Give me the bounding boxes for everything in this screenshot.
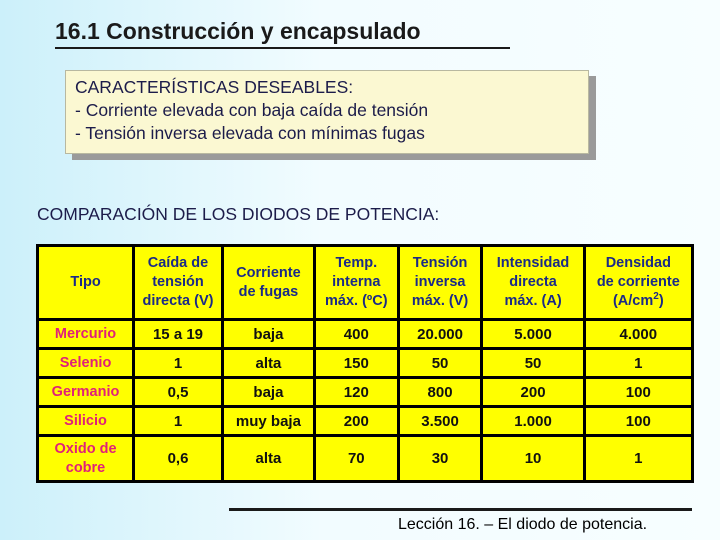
header-line: directa (V): [142, 293, 214, 309]
desirable-heading: CARACTERÍSTICAS DESEABLES:: [75, 77, 354, 97]
cell-current-density: 1: [586, 350, 691, 376]
cell-type: [39, 321, 132, 347]
cell-voltage-drop: 0,5: [135, 379, 221, 405]
footer-lesson-label: Lección 16. – El diodo de potencia.: [398, 516, 648, 533]
desirable-item: - Tensión inversa elevada con mínimas fugas: [75, 123, 425, 143]
cell-max-temperature: 120: [316, 379, 397, 405]
comparison-heading: COMPARACIÓN DE LOS DIODOS DE POTENCIA:: [37, 204, 440, 224]
cell-type: [39, 379, 132, 405]
table-row: [39, 321, 691, 347]
cell-current-density: 100: [586, 379, 691, 405]
cell-max-temperature: 400: [316, 321, 397, 347]
header-line: de corriente: [596, 274, 680, 290]
cell-type: [39, 408, 132, 434]
header-line: inversa: [414, 274, 466, 290]
table-row: [39, 437, 691, 480]
diode-comparison-table: [36, 244, 694, 483]
table-row: [39, 350, 691, 376]
cell-max-forward-current: 10: [483, 437, 582, 480]
cell-max-temperature: 200: [316, 408, 397, 434]
header-line: Corriente: [236, 264, 301, 281]
cell-voltage-drop: 1: [135, 350, 221, 376]
cell-current-density: 1: [586, 437, 691, 480]
type-label: Selenio: [59, 354, 112, 371]
cell-voltage-drop: 1: [135, 408, 221, 434]
cell-current-density: 100: [586, 408, 691, 434]
cell-voltage-drop: 15 a 19: [135, 321, 221, 347]
header-current-density: [586, 247, 691, 318]
header-max-forward-current: [483, 247, 582, 318]
header-line: de fugas: [238, 283, 299, 300]
cell-type: [39, 350, 132, 376]
cell-type: [39, 437, 132, 480]
table-row: [39, 408, 691, 434]
header-leakage-current: [224, 247, 313, 318]
cell-reverse-voltage: 800: [400, 379, 481, 405]
header-line: Intensidad: [496, 255, 570, 271]
title-underline: [55, 47, 510, 49]
type-label: cobre: [65, 459, 106, 476]
type-label: Mercurio: [54, 325, 117, 342]
slide-title: 16.1 Construcción y encapsulado: [55, 18, 421, 44]
cell-reverse-voltage: 30: [400, 437, 481, 480]
header-type: [39, 247, 132, 318]
superscript: 2: [653, 291, 659, 303]
header-line: Caída de: [147, 255, 209, 271]
header-line: ): [658, 293, 664, 309]
cell-leakage-current: baja: [224, 379, 313, 405]
type-label: Oxido de: [54, 440, 117, 457]
type-label: Germanio: [51, 383, 120, 400]
cell-max-temperature: 70: [316, 437, 397, 480]
header-max-temperature: [316, 247, 397, 318]
header-line: directa: [509, 274, 557, 290]
table-row: [39, 379, 691, 405]
header-line: Densidad: [605, 255, 671, 271]
header-line: Tipo: [70, 274, 101, 290]
header-line: máx. (A): [504, 293, 562, 309]
header-line: tensión: [152, 274, 204, 290]
header-line: (A/cm: [612, 293, 654, 309]
cell-leakage-current: alta: [224, 350, 313, 376]
cell-current-density: 4.000: [586, 321, 691, 347]
cell-max-forward-current: 5.000: [483, 321, 582, 347]
header-line: interna: [332, 274, 381, 290]
cell-reverse-voltage: 20.000: [400, 321, 481, 347]
footer-rule: [229, 508, 692, 511]
cell-reverse-voltage: 3.500: [400, 408, 481, 434]
header-reverse-voltage: [400, 247, 481, 318]
type-label: Silicio: [64, 412, 107, 429]
cell-max-temperature: 150: [316, 350, 397, 376]
desirable-characteristics-box: [65, 70, 589, 154]
cell-voltage-drop: 0,6: [135, 437, 221, 480]
cell-max-forward-current: 50: [483, 350, 582, 376]
cell-leakage-current: baja: [224, 321, 313, 347]
header-line: máx. (ºC): [325, 293, 388, 309]
cell-max-forward-current: 1.000: [483, 408, 582, 434]
desirable-item: - Corriente elevada con baja caída de tensión: [75, 100, 429, 120]
cell-reverse-voltage: 50: [400, 350, 481, 376]
header-voltage-drop: [135, 247, 221, 318]
table-header-row: [39, 247, 691, 318]
header-line: Tensión: [412, 255, 468, 271]
header-line: Temp.: [335, 255, 378, 271]
cell-max-forward-current: 200: [483, 379, 582, 405]
header-line: máx. (V): [411, 293, 469, 309]
cell-leakage-current: alta: [224, 437, 313, 480]
cell-leakage-current: muy baja: [224, 408, 313, 434]
